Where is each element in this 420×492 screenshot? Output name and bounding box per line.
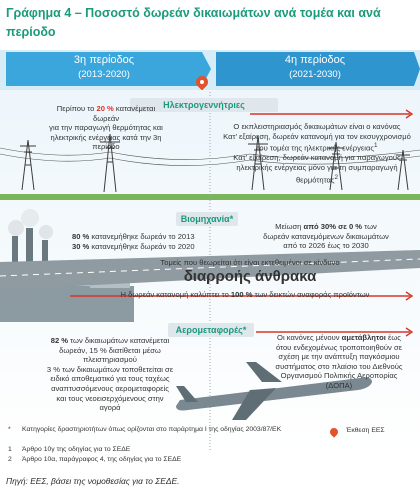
aviation-left-pct: 82 % — [50, 336, 69, 345]
industry-right-range: από 30% σε 0 % — [303, 222, 363, 231]
electricity-left-pct: 20 % — [96, 104, 114, 113]
industry-right-text — [262, 222, 390, 251]
electricity-left-suffix: κατανέμεται δωρεάν — [92, 104, 156, 123]
aviation-left-desc: των δικαιωμάτων κατανέμεται δωρεάν, 15 % διατίθεται μέσω πλειστηριασμού — [59, 336, 170, 365]
footnote-1 — [8, 426, 308, 435]
electricity-right-exception-1-text: Κατ’ εξαίρεση, δωρεάν κατανομή για τον εκσυγχρονισμό του τομέα της ηλεκτρικής ενέργειας — [223, 131, 411, 153]
carbon-leakage-line-2-suffix: των δεικτών αναφοράς προϊόντων — [252, 290, 370, 299]
period-3 — [6, 52, 202, 86]
footnote-3-mark: 2 — [8, 456, 12, 463]
legend-label: Έκθεση ΕΕΣ — [346, 427, 385, 434]
period-3-name: 3η περίοδος — [73, 54, 135, 66]
period-4-arrow — [414, 52, 420, 86]
electricity-right-text — [218, 122, 416, 185]
sector-label-industry: Βιομηχανία* — [176, 212, 238, 226]
sector-label-aviation: Αερομεταφορές* — [168, 323, 254, 337]
industry-right-suffix: των δωρεάν κατανεμόμενων δικαιωμάτων από το 2026 έως το 2030 — [263, 222, 389, 251]
aviation-right-prefix: Οι κανόνες μένουν — [277, 333, 342, 342]
electricity-right-footnote-mark: 2 — [334, 173, 339, 181]
aviation-left-row-2: 3 % των δικαιωμάτων τοποθετείται σε ειδικό αποθεματικό για τους ταχέως αναπτυσσόμενους αερομεταφορείς και τους νεοεισερχόμενους στην αγορά — [46, 364, 174, 413]
footnote-3 — [8, 456, 308, 465]
carbon-leakage-line-2 — [70, 290, 420, 300]
electricity-left-detail: για την παραγωγή θερμότητας και ηλεκτρικής ενέργειας κατά την 3η περίοδο — [49, 123, 163, 152]
power-pylon-icon — [20, 140, 36, 190]
industry-right-prefix: Μείωση — [275, 222, 304, 231]
aviation-left-text — [46, 336, 174, 413]
footnote-1-text: Κατηγορίες δραστηριοτήτων όπως ορίζονται στο παράρτημα I της οδηγίας 2003/87/ΕΚ — [22, 426, 282, 433]
footnote-2-text: Άρθρο 10γ της οδηγίας για το ΣΕΔΕ — [22, 446, 131, 453]
carbon-leakage-line-1: Τομείς που θεωρείται ότι είναι εκτεθειμένοι σε κίνδυνο — [160, 258, 340, 267]
source-line: Πηγή: ΕΕΣ, βάσει της νομοθεσίας για το ΣΕΔΕ. — [6, 476, 180, 486]
period-3-years: (2013-2020) — [78, 69, 130, 80]
aviation-right-unchanged: αμετάβλητοι — [341, 333, 386, 342]
carbon-leakage-heading: διαρροής άνθρακα — [183, 268, 317, 285]
industry-left-desc-2: κατανεμήθηκε δωρεάν το 2020 — [89, 241, 195, 251]
aviation-right-text — [270, 333, 408, 391]
footnote-1-mark: * — [8, 426, 11, 433]
period-4-years: (2021-2030) — [289, 69, 341, 80]
industry-left-row-2 — [72, 242, 196, 252]
aviation-left-row-1 — [46, 336, 174, 365]
industry-left-desc-1: κατανεμήθηκε δωρεάν το 2013 — [89, 232, 195, 241]
figure-title: Γράφημα 4 – Ποσοστό δωρεάν δικαιωμάτων ανά τομέα και ανά περίοδο — [6, 6, 381, 39]
industry-left-row-1 — [72, 232, 196, 242]
industry-left-text — [72, 232, 196, 251]
carbon-leakage-pct: 100 % — [230, 290, 253, 299]
industry-left-pct-1: 80 % — [72, 232, 90, 241]
sector-label-electricity: Ηλεκτρογεννήτριες — [130, 98, 278, 112]
footnote-2 — [8, 446, 308, 455]
electricity-right-exception-2 — [218, 153, 416, 184]
period-4-name: 4η περίοδος — [284, 54, 346, 66]
footnote-2-mark: 1 — [8, 446, 12, 453]
footnote-3-text: Άρθρο 10α, παράγραφος 4, της οδηγίας για το ΣΕΔΕ — [22, 456, 182, 463]
electricity-right-rule: Ο εκπλειστηριασμός δικαιωμάτων είναι ο κανόνας — [233, 122, 401, 131]
electricity-left-prefix: Περίπου το — [56, 104, 97, 113]
location-pin-dot — [200, 80, 204, 84]
aviation-right-suffix: έως ότου ενδεχομένως τροποποιηθούν σε σχέση με την ανάπτυξη παγκόσμιου συστήματος στο πλαίσιο του Διεθνούς Οργανισμού Πολιτικής Αεροπορίας (ΔΟΠΑ) — [275, 333, 403, 390]
electricity-right-exception-2-text: Κατ’ εξαίρεση, δωρεάν κατανομή για παραγωγούς ηλεκτρικής ενέργειας μόνο για τη συμπαραγωγή θερμότητας — [233, 153, 401, 185]
period-4 — [216, 52, 414, 86]
electricity-left-text — [44, 104, 168, 152]
electricity-right-exception-1: Κατ’ εξαίρεση, δωρεάν κατανομή για τον εκσυγχρονισμό του τομέα της ηλεκτρικής ενέργειας$^1$ — [223, 131, 411, 153]
industry-left-pct-2: 30 % — [72, 241, 90, 251]
carbon-leakage-line-2-prefix: Η δωρεάν κατανομή καλύπτει το — [120, 290, 231, 299]
